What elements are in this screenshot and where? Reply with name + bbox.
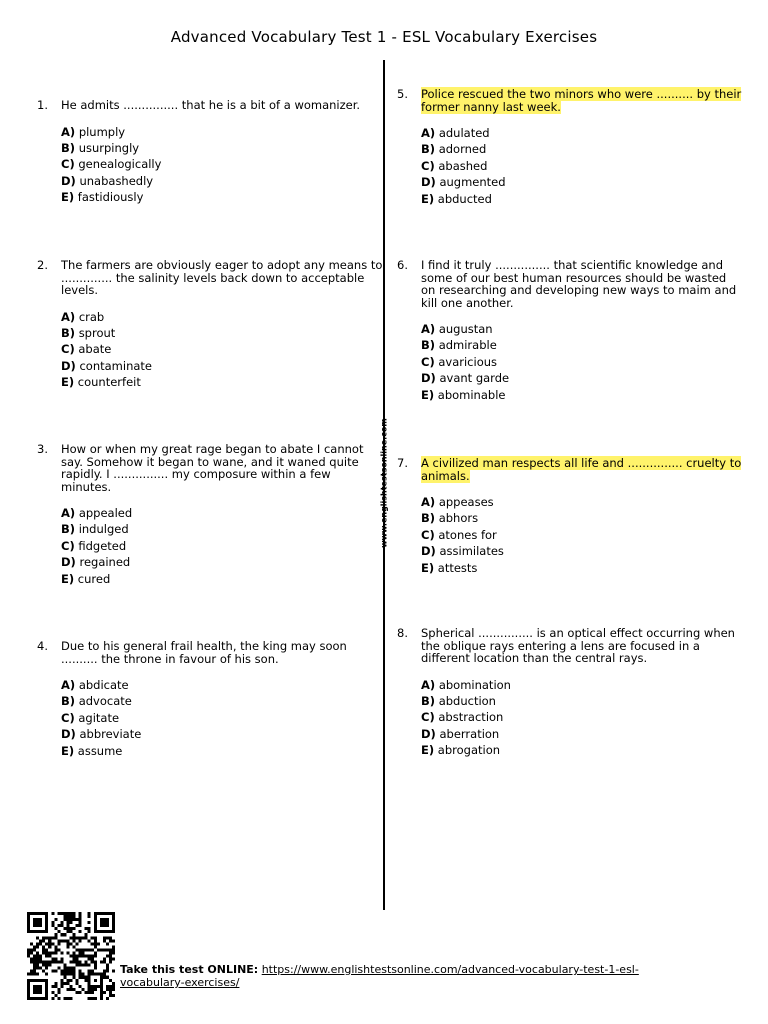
option-text: appealed	[78, 506, 133, 520]
option-letter: C)	[61, 538, 75, 553]
option-letter: D)	[421, 371, 436, 386]
option-letter: B)	[421, 142, 436, 157]
option-letter: C)	[61, 710, 75, 725]
answer-option	[421, 494, 743, 510]
answer-option	[61, 189, 383, 205]
question-text: He admits ............... that he is a bit of a womanizer.	[61, 98, 361, 112]
answer-options	[421, 677, 743, 759]
test-online-link[interactable]: https://www.englishtestsonline.com/advanced-vocabulary-test-1-esl-vocabulary-exercises/	[120, 963, 639, 989]
option-letter: A)	[421, 126, 436, 140]
answer-option	[421, 693, 743, 709]
question-2	[37, 258, 383, 390]
answer-option	[61, 505, 383, 521]
option-text: attests	[437, 560, 478, 575]
answer-options	[61, 124, 383, 206]
option-letter: B)	[61, 325, 76, 340]
answer-option	[421, 337, 743, 353]
answer-option	[421, 677, 743, 693]
answer-option	[421, 527, 743, 543]
option-text: fidgeted	[78, 538, 127, 553]
option-text: agitate	[78, 710, 120, 725]
answer-option	[61, 726, 383, 742]
option-text: abdicate	[78, 678, 129, 692]
answer-option	[421, 543, 743, 559]
answer-option	[61, 156, 383, 172]
option-text: avaricious	[438, 354, 498, 369]
answer-option	[421, 141, 743, 157]
answer-option	[61, 743, 383, 759]
option-text: sprout	[78, 325, 116, 340]
option-letter: B)	[421, 693, 436, 708]
question-text: Police rescued the two minors who were .......... by their former nanny last week.	[421, 87, 742, 114]
answer-option	[421, 742, 743, 758]
side-website-label: www.englishtestsonline.com	[379, 418, 389, 548]
option-letter: C)	[421, 710, 435, 725]
question-3	[37, 442, 383, 587]
option-letter: D)	[61, 555, 76, 570]
option-text: advocate	[78, 694, 132, 709]
option-letter: E)	[421, 191, 435, 206]
option-letter: B)	[61, 522, 76, 537]
question-number: 8.	[397, 626, 408, 640]
option-text: abducted	[437, 191, 492, 206]
option-text: crab	[78, 309, 105, 324]
option-letter: E)	[61, 743, 75, 758]
question-8	[397, 626, 743, 758]
answer-option	[61, 374, 383, 390]
option-text: assume	[77, 743, 123, 758]
option-letter: C)	[421, 527, 435, 542]
option-text: contaminate	[79, 358, 152, 373]
option-letter: C)	[61, 342, 75, 357]
option-text: abominable	[437, 387, 506, 402]
question-text: Spherical ............... is an optical effect occurring when the oblique rays entering a lens are focused in a different location than the central rays.	[421, 626, 735, 665]
option-letter: E)	[421, 560, 435, 575]
answer-option	[421, 125, 743, 141]
answer-option	[421, 709, 743, 725]
option-text: avant garde	[439, 371, 510, 386]
answer-option	[421, 321, 743, 337]
option-letter: D)	[61, 173, 76, 188]
question-6	[397, 258, 743, 403]
answer-option	[61, 309, 383, 325]
option-letter: D)	[421, 175, 436, 190]
question-number: 4.	[37, 639, 48, 653]
option-text: assimilates	[439, 544, 504, 559]
option-letter: B)	[421, 338, 436, 353]
answer-option	[421, 510, 743, 526]
option-text: abomination	[438, 677, 511, 692]
option-letter: C)	[61, 157, 75, 172]
option-text: adorned	[438, 142, 487, 157]
footer-lead: Take this test ONLINE:	[120, 963, 259, 976]
question-number: 3.	[37, 442, 48, 456]
option-letter: B)	[421, 511, 436, 526]
option-text: aberration	[439, 726, 500, 741]
answer-option	[61, 325, 383, 341]
option-text: abate	[78, 342, 112, 357]
option-text: plumply	[78, 124, 126, 139]
question-number: 6.	[397, 258, 408, 272]
option-text: counterfeit	[77, 375, 141, 390]
question-number: 7.	[397, 456, 408, 470]
option-text: appeases	[438, 495, 494, 509]
option-letter: E)	[61, 190, 75, 205]
option-text: genealogically	[78, 157, 162, 172]
answer-option	[421, 387, 743, 403]
option-text: adulated	[438, 126, 490, 140]
answer-option	[61, 521, 383, 537]
question-number: 5.	[397, 87, 408, 101]
option-text: atones for	[438, 527, 497, 542]
option-letter: E)	[421, 387, 435, 402]
answer-option	[421, 158, 743, 174]
option-letter: C)	[421, 354, 435, 369]
answer-option	[421, 174, 743, 190]
option-letter: A)	[61, 309, 76, 324]
question-4	[37, 639, 383, 759]
option-text: abduction	[438, 693, 496, 708]
option-text: unabashedly	[79, 173, 154, 188]
answer-option	[61, 140, 383, 156]
option-letter: D)	[421, 544, 436, 559]
option-text: abashed	[438, 158, 488, 173]
option-text: abstraction	[438, 710, 504, 725]
answer-option	[421, 560, 743, 576]
answer-option	[421, 726, 743, 742]
option-text: augustan	[438, 322, 493, 336]
question-1	[37, 98, 383, 205]
answer-options	[421, 125, 743, 207]
option-text: augmented	[439, 175, 506, 190]
answer-options	[61, 677, 383, 759]
option-letter: D)	[61, 358, 76, 373]
option-text: abbreviate	[79, 727, 142, 742]
footer	[120, 963, 640, 989]
question-5	[397, 87, 743, 207]
answer-option	[61, 358, 383, 374]
option-text: abhors	[438, 511, 479, 526]
question-text: Due to his general frail health, the king may soon .......... the throne in favour of his son.	[61, 639, 347, 666]
option-text: regained	[79, 555, 131, 570]
question-text: A civilized man respects all life and ............... cruelty to animals.	[421, 456, 742, 483]
answer-option	[61, 341, 383, 357]
option-text: cured	[77, 571, 111, 586]
answer-option	[61, 710, 383, 726]
option-letter: A)	[421, 495, 436, 509]
option-letter: E)	[61, 375, 75, 390]
answer-option	[61, 124, 383, 140]
answer-option	[421, 191, 743, 207]
question-number: 1.	[37, 98, 48, 112]
question-text: How or when my great rage began to abate I cannot say. Somehow it began to wane, and it waned quite rapidly. I ............... my composure within a few minutes.	[61, 442, 364, 494]
answer-options	[61, 309, 383, 391]
option-letter: E)	[421, 743, 435, 758]
answer-options	[421, 494, 743, 576]
option-letter: B)	[61, 694, 76, 709]
option-letter: C)	[421, 158, 435, 173]
option-letter: E)	[61, 571, 75, 586]
option-letter: A)	[61, 506, 76, 520]
option-letter: A)	[421, 322, 436, 336]
answer-option	[61, 571, 383, 587]
option-text: admirable	[438, 338, 497, 353]
option-text: usurpingly	[78, 140, 140, 155]
question-text: The farmers are obviously eager to adopt any means to .............. the salinity levels back down to acceptable levels.	[61, 258, 383, 297]
answer-option	[61, 173, 383, 189]
option-letter: B)	[61, 140, 76, 155]
option-letter: D)	[61, 727, 76, 742]
option-letter: A)	[61, 124, 76, 139]
option-letter: D)	[421, 726, 436, 741]
option-letter: A)	[61, 678, 76, 692]
qr-code-icon	[27, 912, 115, 1000]
option-letter: A)	[421, 677, 436, 692]
answer-option	[61, 693, 383, 709]
option-text: abrogation	[437, 743, 501, 758]
question-number: 2.	[37, 258, 48, 272]
option-text: fastidiously	[77, 190, 144, 205]
option-text: indulged	[78, 522, 129, 537]
page-title: Advanced Vocabulary Test 1 - ESL Vocabulary Exercises	[170, 28, 598, 46]
question-text: I find it truly ............... that scientific knowledge and some of our best human resources should be wasted on researching and developing new ways to maim and kill one another.	[421, 258, 737, 310]
question-7	[397, 456, 743, 576]
answer-option	[61, 538, 383, 554]
answer-options	[421, 321, 743, 403]
answer-option	[61, 554, 383, 570]
answer-option	[61, 677, 383, 693]
answer-options	[61, 505, 383, 587]
answer-option	[421, 354, 743, 370]
answer-option	[421, 370, 743, 386]
